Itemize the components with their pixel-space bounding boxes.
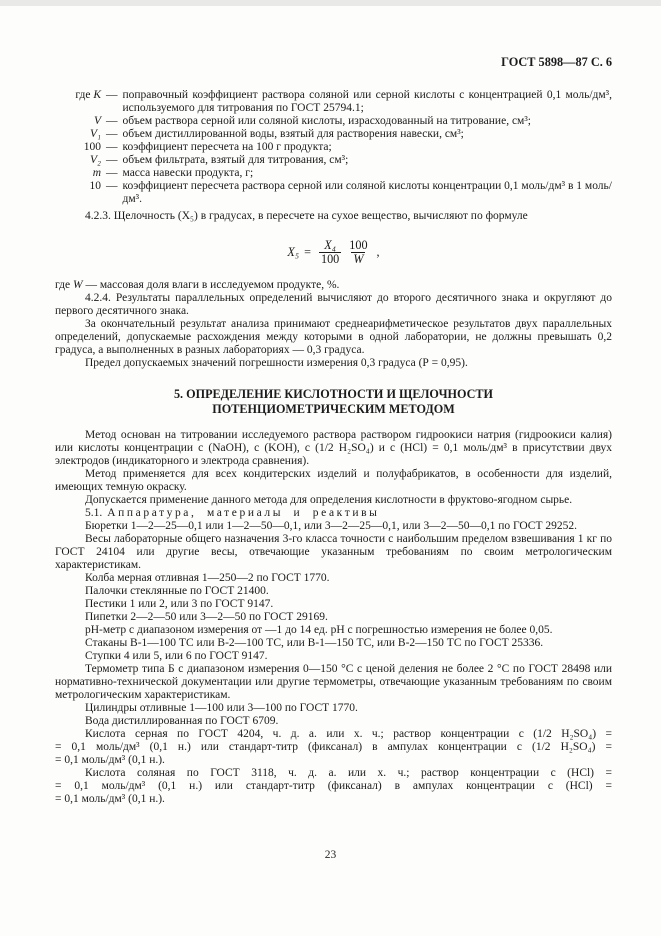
fraction-x4-100 (319, 239, 341, 266)
definition-text: поправочный коэффициент раствора соляной или серной кислоты с концентрацией 0,1 моль/дм³, используемого для титрования по ГОСТ 25794.1; (122, 89, 612, 114)
definition-row-k (55, 89, 612, 115)
definition-prefix: где (75, 89, 94, 101)
definition-variable: m (92, 167, 101, 179)
hydrochloric-acid-line: Кислота соляная по ГОСТ 3118, ч. д. а. или х. ч.; раствор концентрации с (HCl) = (85, 767, 612, 779)
section-5-heading-line1: 5. ОПРЕДЕЛЕНИЕ КИСЛОТНОСТИ И ЩЕЛОЧНОСТИ (173, 387, 494, 401)
equipment-item-scales: Весы лабораторные общего назначения 3-го класса точности с наибольшим пределом взвешивания 1 кг по ГОСТ 24104 или другие весы, отвечающие указанным требованиям по своим метрологическим характеристикам. (55, 533, 612, 571)
formula-comma: , (376, 245, 380, 259)
subsection-number: 5.1. (85, 507, 103, 519)
sulfuric-acid-line: = 0,1 моль/дм³ (0,1 н.) или стандарт-титр (фиксанал) в ампулах концентрации с (1/2 H₂SO₄) = (55, 741, 612, 753)
dash: — (106, 141, 118, 153)
clause-4-2-3: 4.2.3. Щелочность (Х₅) в градусах, в пересчете на сухое вещество, вычисляют по формуле (85, 210, 528, 222)
equipment-item-burettes: Бюретки 1—2—25—0,1 или 1—2—50—0,1, или 3—2—25—0,1, или 3—2—50—0,1 по ГОСТ 29252. (85, 520, 577, 532)
equipment-item-thermometer: Термометр типа Б с диапазоном измерения 0—150 °С с ценой деления не более 2 °С по ГОСТ 28498 или нормативно-технической документации или другие термометры, отвечающие указанным требованиям по своим метрологическим характеристикам. (55, 663, 612, 701)
definition-row-10 (55, 180, 612, 206)
definition-row-v1 (55, 128, 612, 141)
definition-text: объем раствора серной или соляной кислоты, израсходованный на титрование, см³; (122, 115, 531, 127)
sulfuric-acid-paragraph (55, 728, 612, 767)
fraction-denominator: W (353, 252, 364, 266)
where-w-line (55, 279, 612, 292)
formula-definitions-list (55, 89, 612, 206)
equipment-item-ph-meter: рН-метр с диапазоном измерения от —1 до 14 ед. рН с погрешностью измерения не более 0,05. (85, 624, 553, 636)
equipment-item-glass-rods: Палочки стеклянные по ГОСТ 21400. (85, 585, 269, 597)
page-number: 23 (324, 849, 337, 861)
dash: — (106, 154, 118, 166)
dash: — (106, 128, 118, 140)
method-allowed-paragraph: Допускается применение данного метода для определения кислотности в фруктово-ягодном сырье. (85, 494, 573, 506)
subsection-5-1-heading (55, 507, 612, 520)
section-5-heading-line2: ПОТЕНЦИОМЕТРИЧЕСКИМ МЕТОДОМ (212, 402, 455, 416)
equipment-item-pipettes: Пипетки 2—2—50 или 3—2—50 по ГОСТ 29169. (85, 611, 328, 623)
hydrochloric-acid-paragraph (55, 767, 612, 806)
equals-sign: = (304, 245, 311, 259)
equipment-item-cylinders: Цилиндры отливные 1—100 или 3—100 по ГОСТ 1770. (85, 702, 358, 714)
sulfuric-acid-line: = 0,1 моль/дм³ (0,1 н.). (55, 754, 165, 766)
equipment-item-beakers: Стаканы В-1—100 ТС или В-2—100 ТС, или В-1—150 ТС, или В-2—150 ТС по ГОСТ 25336. (85, 637, 544, 649)
definition-term (55, 89, 101, 115)
page-content (55, 56, 612, 806)
hydrochloric-acid-line: = 0,1 моль/дм³ (0,1 н.) или стандарт-титр (фиксанал) в ампулах концентрации с (HCl) = (55, 780, 612, 792)
definition-text: масса навески продукта, г; (122, 167, 254, 179)
definition-row-m (55, 167, 612, 180)
fraction-numerator: Х₄ (324, 238, 336, 252)
where-word: где (55, 279, 73, 291)
fraction-denominator: 100 (320, 252, 340, 266)
definition-variable: К (93, 89, 101, 101)
definition-variable: V (93, 115, 101, 127)
definition-text: объем фильтрата, взятый для титрования, см³; (122, 154, 349, 166)
section-5-heading (55, 387, 612, 417)
where-text: — массовая доля влаги в исследуемом продукте, %. (82, 279, 340, 291)
subsection-title: Аппаратура, материалы и реактивы (107, 507, 380, 519)
definition-constant: 10 (89, 180, 101, 192)
definition-constant: 100 (83, 141, 101, 153)
fraction-numerator: 100 (349, 238, 368, 252)
definition-row-v (55, 115, 612, 128)
clause-4-2-4: 4.2.4. Результаты параллельных определений вычисляют до второго десятичного знака и округляют до первого десятичного знака. (55, 292, 612, 317)
definition-text: объем дистиллированной воды, взятый для растворения навески, см³; (122, 128, 464, 140)
definition-text: коэффициент пересчета на 100 г продукта; (122, 141, 332, 153)
variable-w: W (72, 279, 83, 291)
hydrochloric-acid-line: = 0,1 моль/дм³ (0,1 н.). (55, 793, 165, 805)
definition-row-100 (55, 141, 612, 154)
alkalinity-formula (55, 239, 612, 266)
definition-text: коэффициент пересчета раствора серной или соляной кислоты концентрации 0,1 моль/дм³ в 1 моль/дм³. (122, 180, 612, 205)
definition-variable: V₁ (89, 128, 101, 140)
equipment-item-pestles: Пестики 1 или 2, или 3 по ГОСТ 9147. (85, 598, 274, 610)
dash: — (106, 180, 118, 192)
error-limit-paragraph: Предел допускаемых значений погрешности измерения 0,3 градуса (Р = 0,95). (85, 357, 468, 369)
equipment-item-flask: Колба мерная отливная 1—250—2 по ГОСТ 1770. (85, 572, 330, 584)
final-result-paragraph: За окончательный результат анализа принимают среднеарифметическое результатов двух параллельных определений, допускаемые расхождения между которыми в одной лаборатории, не должны превышать 0,2 градуса, а выполненных в разных лабораториях — 0,3 градуса. (55, 318, 612, 356)
fraction-100-w (347, 239, 369, 266)
scan-edge-artifact (0, 0, 661, 6)
equipment-item-water: Вода дистиллированная по ГОСТ 6709. (85, 715, 279, 727)
definition-variable: V₂ (89, 154, 101, 166)
equipment-item-mortars: Ступки 4 или 5, или 6 по ГОСТ 9147. (85, 650, 268, 662)
running-header: ГОСТ 5898—87 С. 6 (501, 55, 612, 69)
method-basis-paragraph: Метод основан на титровании исследуемого раствора раствором гидроокиси натрия (гидроокиси калия) или кислоты концентрации с (NaOH), с (KOH), с (1/2 H₂SO₄) и с (HCl) = 0,1 моль/дм³ в присутствии двух электродов (индикаторного и электрода сравнения). (55, 429, 612, 467)
definition-row-v2 (55, 154, 612, 167)
formula-lhs: Х₅ (287, 245, 300, 259)
sulfuric-acid-line: Кислота серная по ГОСТ 4204, ч. д. а. или х. ч.; раствор концентрации с (1/2 H₂SO₄) = (85, 728, 612, 740)
dash: — (106, 167, 118, 179)
method-scope-paragraph: Метод применяется для всех кондитерских изделий и полуфабрикатов, в особенности для изделий, имеющих темную окраску. (55, 468, 612, 493)
dash: — (106, 115, 118, 127)
dash: — (106, 89, 118, 101)
